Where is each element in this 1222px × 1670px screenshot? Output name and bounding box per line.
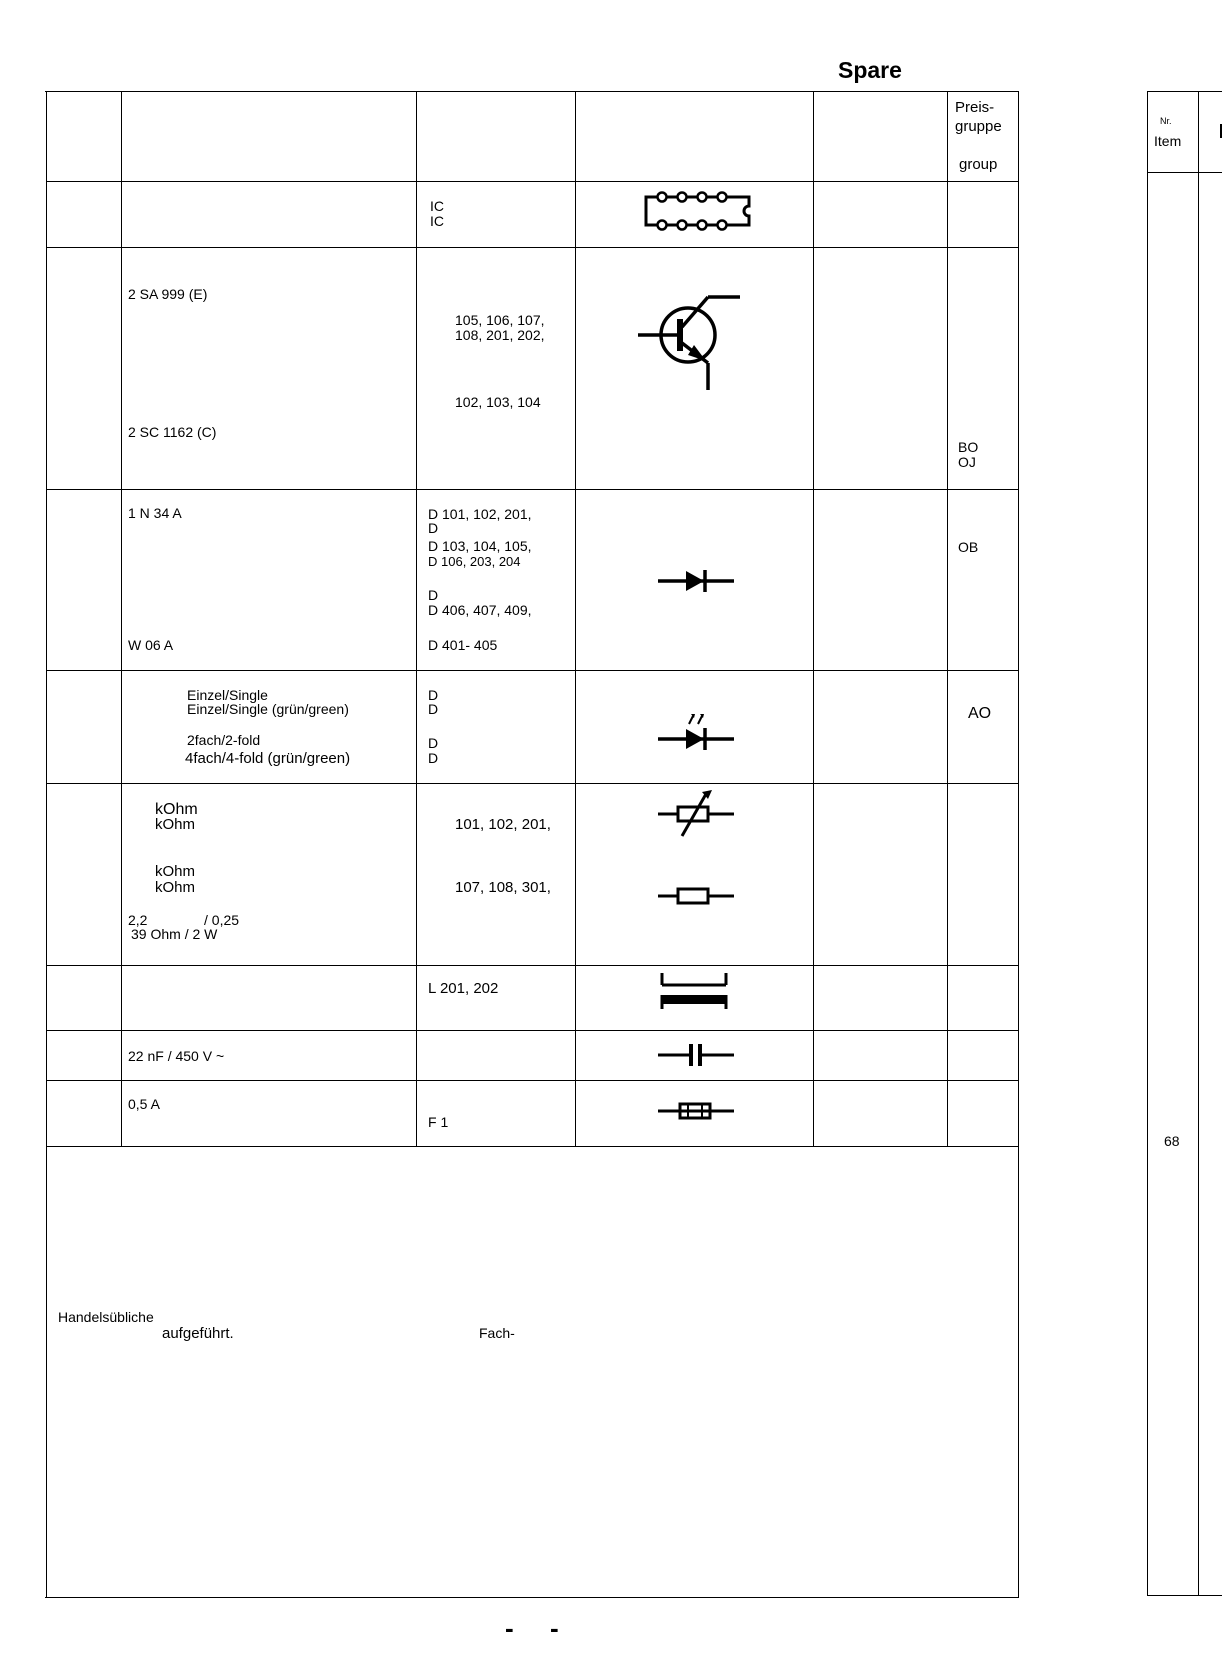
capacitor-icon bbox=[658, 1043, 734, 1067]
diode-ref-7: D 401- 405 bbox=[428, 637, 498, 653]
diode-ref-6: D 406, 407, 409, bbox=[428, 602, 532, 618]
resistor-value-3: kOhm bbox=[155, 863, 196, 880]
right-item-label: Item bbox=[1154, 133, 1182, 149]
led-type-3: 2fach/2-fold bbox=[187, 732, 261, 748]
diode-type-1: 1 N 34 A bbox=[128, 505, 182, 521]
led-ref-1: D bbox=[428, 687, 439, 703]
fuse-type: 0,5 A bbox=[128, 1096, 160, 1112]
ic-ref-2: IC bbox=[430, 213, 444, 229]
led-ref-3: D bbox=[428, 735, 439, 751]
transistor-icon bbox=[636, 293, 746, 393]
note-word: Fach- bbox=[479, 1325, 515, 1341]
diode-ref-4: D 106, 203, 204 bbox=[428, 554, 521, 569]
note-line-1: Handelsübliche bbox=[58, 1309, 154, 1325]
resistor-value-5a: 2,2 bbox=[128, 912, 148, 928]
resistor-value-5b: / 0,25 bbox=[204, 912, 240, 928]
resistor-value-4: kOhm bbox=[155, 879, 196, 896]
led-ref-4: D bbox=[428, 750, 439, 766]
led-icon bbox=[658, 712, 734, 752]
led-price: AO bbox=[968, 705, 992, 722]
diode-ref-2: D bbox=[428, 520, 439, 536]
led-ref-2: D bbox=[428, 701, 439, 717]
resistor-ref-1: 101, 102, 201, bbox=[455, 816, 551, 833]
diode-ref-1: D 101, 102, 201, bbox=[428, 506, 532, 522]
diode-icon bbox=[658, 568, 734, 594]
transistor-type-2: 2 SC 1162 (C) bbox=[128, 424, 217, 440]
resistor-value-2: kOhm bbox=[155, 816, 196, 833]
right-item-top: Nr. bbox=[1160, 116, 1172, 126]
transistor-type-1: 2 SA 999 (E) bbox=[128, 286, 208, 302]
transistor-ref-2: 102, 103, 104 bbox=[455, 394, 541, 410]
ic-ref-1: IC bbox=[430, 198, 444, 214]
header-preis-line2: gruppe bbox=[955, 118, 1002, 135]
transistor-price-1: BO bbox=[958, 439, 979, 455]
coil-ref: L 201, 202 bbox=[428, 980, 499, 997]
resistor-value-6: 39 Ohm / 2 W bbox=[131, 926, 218, 942]
footer-dash-2: - bbox=[550, 1613, 559, 1643]
transistor-ref-1b: 108, 201, 202, bbox=[455, 327, 545, 343]
led-type-1: Einzel/Single bbox=[187, 687, 268, 703]
header-preis-line1: Preis- bbox=[955, 99, 995, 116]
diode-type-2: W 06 A bbox=[128, 637, 174, 653]
fuse-icon bbox=[658, 1101, 734, 1121]
resistor-ref-2: 107, 108, 301, bbox=[455, 879, 551, 896]
capacitor-type: 22 nF / 450 V ~ bbox=[128, 1048, 225, 1064]
page-title: Spare bbox=[838, 57, 902, 83]
resistor-value-1: kOhm bbox=[155, 801, 198, 818]
coil-icon bbox=[660, 973, 728, 1009]
ic-chip-icon bbox=[640, 190, 755, 232]
transistor-ref-1a: 105, 106, 107, bbox=[455, 312, 545, 328]
right-item-number: 68 bbox=[1164, 1133, 1180, 1149]
transistor-price-2: OJ bbox=[958, 454, 976, 470]
resistor-icon bbox=[658, 886, 734, 906]
led-type-2: Einzel/Single (grün/green) bbox=[187, 701, 349, 717]
fuse-ref: F 1 bbox=[428, 1114, 449, 1130]
led-type-4: 4fach/4-fold (grün/green) bbox=[185, 750, 351, 767]
diode-price: OB bbox=[958, 539, 979, 555]
variable-resistor-icon bbox=[658, 790, 734, 838]
diode-ref-3: D 103, 104, 105, bbox=[428, 538, 532, 554]
header-group: group bbox=[959, 156, 998, 173]
diode-ref-5: D bbox=[428, 587, 439, 603]
footer-dash-1: - bbox=[505, 1613, 514, 1643]
note-line-2: aufgeführt. bbox=[162, 1325, 234, 1342]
